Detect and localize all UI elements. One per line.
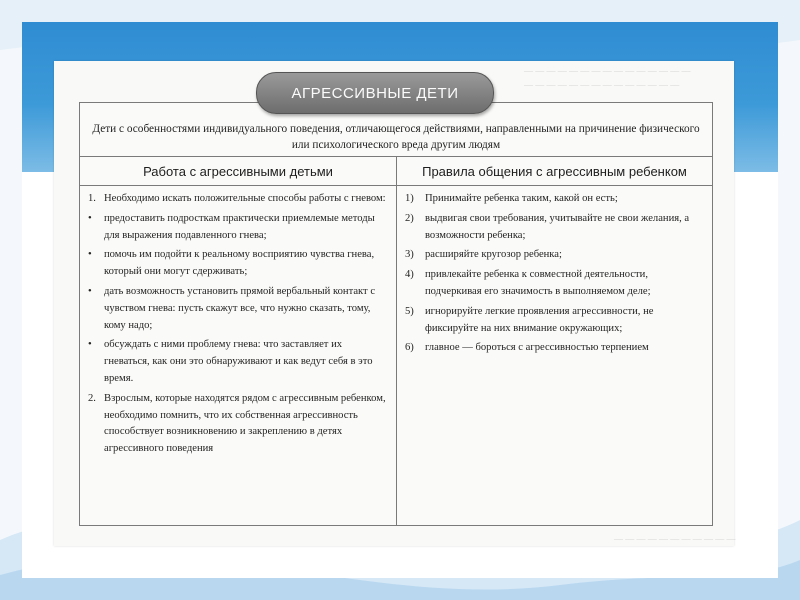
left-column-body <box>88 191 388 461</box>
item-marker: 1. <box>88 193 96 204</box>
list-item <box>88 284 388 334</box>
list-item <box>88 211 388 245</box>
item-text: расширяйте кругозор ребенка; <box>425 249 562 261</box>
left-column-header: Работа с агрессивными детьми <box>80 157 396 186</box>
item-text: Принимайте ребенка таким, какой он есть; <box>425 193 618 204</box>
item-marker: 6) <box>405 342 414 354</box>
item-text: обсуждать с ними проблему гнева: что заставляет их гневаться, как они это обнаруживают и как ведут себя в это время. <box>104 339 373 384</box>
bullet-marker: • <box>88 285 92 297</box>
item-marker: 5) <box>405 305 414 317</box>
rule-item <box>405 191 705 208</box>
item-marker: 2. <box>88 392 96 404</box>
bullet-marker: • <box>88 249 92 261</box>
right-column-header: Правила общения с агрессивным ребенком <box>397 157 712 186</box>
bullet-marker: • <box>88 212 92 224</box>
right-column-body <box>405 191 705 360</box>
table-frame <box>79 102 713 526</box>
rule-item <box>405 340 705 357</box>
item-text: помочь им подойти к реальному восприятию чувства гнева, который они могут сдерживать; <box>104 249 375 278</box>
scanned-table-card <box>54 61 734 546</box>
definition-text: Дети с особенностями индивидуального поведения, отличающегося действиями, направленными на причинение физического или психологического вреда другим людям <box>80 115 712 157</box>
item-marker: 3) <box>405 249 414 261</box>
item-marker: 1) <box>405 193 414 204</box>
item-text: Взрослым, которые находятся рядом с агрессивным ребенком, необходимо помнить, что их собственная агрессивность способствует возникновению и закреплению в детях агрессивного поведения <box>104 392 386 455</box>
list-item <box>88 391 388 458</box>
item-text: выдвигая свои требования, учитывайте не свои желания, а возможности ребенка; <box>425 212 690 241</box>
item-text: главное — бороться с агрессивностью терпением <box>425 342 649 354</box>
title-badge: АГРЕССИВНЫЕ ДЕТИ <box>256 72 494 114</box>
column-divider <box>396 157 397 525</box>
bleed-through-text: — — — — — — — — — — — <box>614 534 736 544</box>
list-item <box>88 337 388 387</box>
item-text: привлекайте ребенка к совместной деятельности, подчеркивая его значимость в выполняемом деле; <box>425 269 651 297</box>
item-text: Необходимо искать положительные способы работы с гневом: <box>104 193 386 204</box>
bleed-through-text: — — — — — — — — — — — — — — <box>524 80 680 90</box>
rule-item <box>405 304 705 338</box>
rule-item <box>405 211 705 245</box>
item-marker: 4) <box>405 269 414 281</box>
item-marker: 2) <box>405 212 414 224</box>
bullet-marker: • <box>88 339 92 351</box>
item-text: игнорируйте легкие проявления агрессивности, не фиксируйте на них внимание окружающих; <box>425 305 654 334</box>
item-text: предоставить подросткам практически приемлемые методы для выражения подавленного гнева; <box>104 212 375 241</box>
list-item <box>88 247 388 281</box>
list-item <box>88 191 388 208</box>
rule-item <box>405 247 705 264</box>
item-text: дать возможность установить прямой вербальный контакт с чувством гнева: пусть скажут все, что нужно сказать, тому, кому надо; <box>104 285 376 331</box>
rule-item <box>405 267 705 301</box>
bleed-through-text: — — — — — — — — — — — — — — — <box>524 66 691 76</box>
